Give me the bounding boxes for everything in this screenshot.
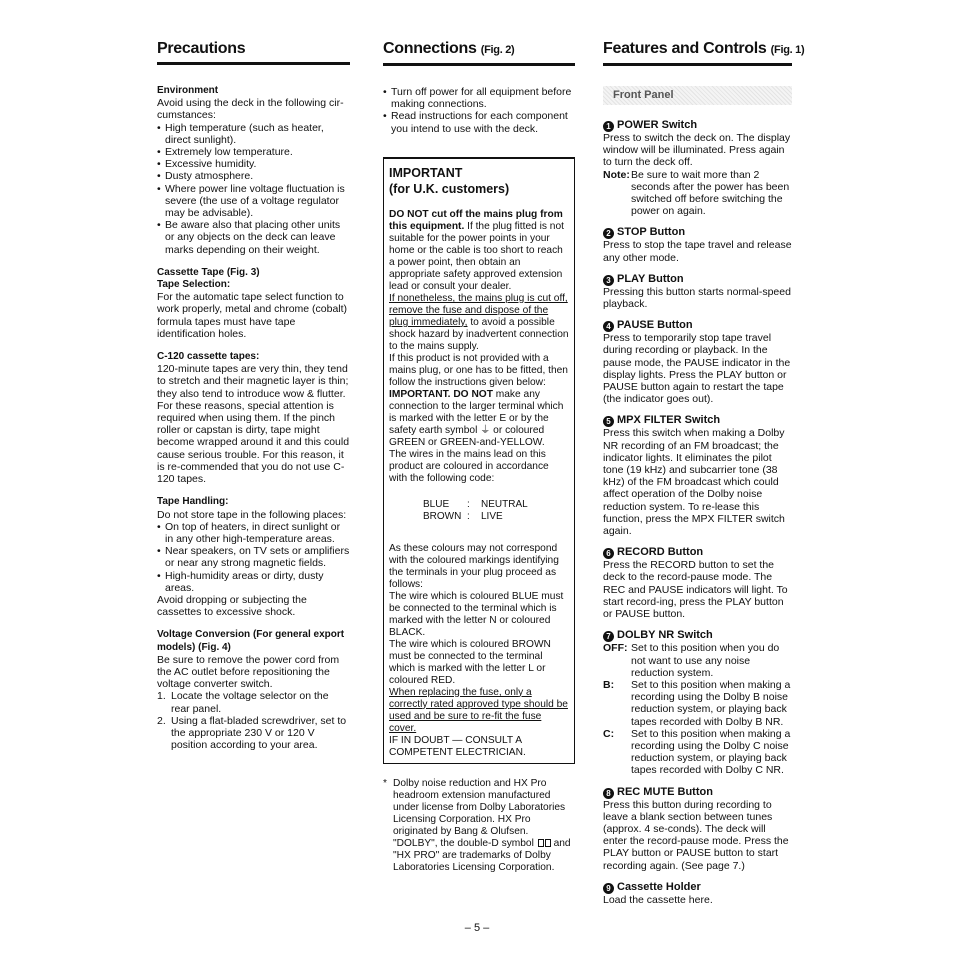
list-item: • High temperature (such as heater, direct sunlight). [157,122,350,146]
dolby-option-c: C: Set to this position when making a recording using the Dolby C noise reduction system, or playing back tapes recorded with Dolby C NR. [603,727,791,777]
c120-heading: C-120 cassette tapes: [157,351,260,363]
features-title: Features and Controls (Fig. 1) [603,38,792,66]
tape-selection-heading: Tape Selection: [157,279,231,291]
cassette-tape-heading: Cassette Tape (Fig. 3) [157,266,260,278]
tape-handling-intro: Do not store tape in the following places: [157,508,347,521]
control-pause: 4 PAUSE Button Press to temporarily stop tape travel during recording or playback. In the pause mode, the PAUSE indicator in the display lights. Press the PLAY button or PAUSE button again to restart the tape (the indicator goes out). [603,319,791,406]
control-mpx-filter: 5 MPX FILTER Switch Press this switch when making a Dolby NR recording of an FM broadcast; the indicator lights. It eliminates the pilot tone (19 kHz) and subcarrier tone (38 kHz) of the FM broadcast which could affect operation of the Dolby noise reduction system. To re-lease this function, press the MPX FILTER switch again. [603,414,785,538]
voltage-heading: Voltage Conversion (For general export models) (Fig. 4) [157,629,345,653]
precautions-column [157,38,350,751]
connections-title: Connections (Fig. 2) [383,38,575,66]
list-item: • Near speakers, on TV sets or amplifiers or near any strong magnetic fields. [157,545,350,569]
wire-row: BLUE : NEUTRAL [423,498,528,510]
list-item: • High-humidity areas or dirty, dusty areas. [157,570,350,594]
list-item: • Where power line voltage fluctuation is severe (the use of a voltage regulator may be advisable). [157,183,350,220]
list-item: 1. Locate the voltage selector on the rear panel. [157,690,329,715]
list-item: • Dusty atmosphere. [157,170,350,182]
list-item: • Excessive humidity. [157,158,350,170]
voltage-intro: Be sure to remove the power cord from the AC outlet before repositioning the voltage converter switch. [157,653,340,691]
dolby-option-off: OFF: Set to this position when you do not want to use any noise reduction system. [603,642,780,679]
environment-intro: Avoid using the deck in the following cir-cumstances: [157,97,344,122]
control-cassette-holder: 9 Cassette Holder Load the cassette here. [603,880,713,906]
tape-handling-list [157,521,350,594]
list-item: • Turn off power for all equipment before making connections. [383,86,575,110]
dolby-option-b: B: Set to this position when making a recording using the Dolby B noise reduction system, or playing back tapes recorded with Dolby B NR. [603,678,791,728]
list-item: • Read instructions for each component you intend to use with the deck. [383,110,575,134]
important-p4: IMPORTANT. DO NOT make any connection to the larger terminal which is marked with the letter E or by the safety earth symbol ⏚ or coloured GREEN or GREEN-and-YELLOW. [389,388,564,448]
important-p10: IF IN DOUBT — CONSULT A COMPETENT ELECTRICIAN. [389,734,526,758]
tape-handling-end: Avoid dropping or subjecting the cassettes to excessive shock. [157,593,307,619]
control-rec-mute: 8 REC MUTE Button Press this button during recording to leave a blank section between tunes (approx. 4 se-conds). The deck will enter the record-pause mode. Press the PLAY button or PAUSE button to start recording again. (See page 7.) [603,785,789,872]
number-2-icon: 2 [603,228,614,239]
front-panel-banner: Front Panel [603,86,792,105]
tape-selection-text: For the automatic tape select function to work properly, metal and chrome (cobalt) formula tapes must have tape identification holes. [157,291,348,340]
number-1-icon: 1 [603,121,614,132]
important-p3: If this product is not provided with a mains plug, or one has to be fitted, then follow the instructions given below: [389,352,568,388]
important-p6: As these colours may not correspond with the coloured markings identifying the terminals in your plug proceed as follows: [389,542,559,590]
control-play: 3 PLAY Button Pressing this button starts normal-speed playback. [603,272,791,311]
number-8-icon: 8 [603,788,614,799]
number-3-icon: 3 [603,275,614,286]
power-note: Note: Be sure to wait more than 2 seconds after the power has been switched off before switching the power on again. [603,168,790,218]
connections-column [383,38,575,874]
dolby-footnote: * Dolby noise reduction and HX Pro headroom extension manufactured under license from Dolby Laboratories Licensing Corporation. HX Pro originated by Bang & Olufsen. "DOLBY", the double-D symbol and "HX PRO" are trademarks of Dolby Laboratories Licensing Corporation. [383,777,571,873]
environment-list [157,122,350,256]
important-p9: When replacing the fuse, only a correctly rated approved type should be used and be sure to re-fit the fuse cover. [389,686,568,734]
number-5-icon: 5 [603,416,614,427]
page-number: – 5 – [464,922,490,934]
important-p8: The wire which is coloured BROWN must be connected to the terminal which is marked with the letter L or coloured RED. [389,638,551,686]
important-p2: If nonetheless, the mains plug is cut off, remove the fuse and dispose of the plug immediately, to avoid a possible shock hazard by inadvertent connection to the mains supply. [389,292,569,352]
number-6-icon: 6 [603,548,614,559]
control-stop: 2 STOP Button Press to stop the tape travel and release any other mode. [603,226,792,264]
precautions-title: Precautions [157,38,350,65]
control-record: 6 RECORD Button Press the RECORD button to set the deck to the record-pause mode. The REC and PAUSE indicators will light. To start record-ing, press the PLAY button or PAUSE button. [603,546,788,621]
number-7-icon: 7 [603,631,614,642]
number-9-icon: 9 [603,883,614,894]
important-uk-box [383,157,575,764]
important-title: IMPORTANT (for U.K. customers) [389,165,510,196]
c120-text: 120-minute tapes are very thin, they tend to stretch and their magnetic layer is thin; they also tend to introduce wow & flutter. For these reasons, special attention is required when using them. If the pinch roller or capstan is dirty, tape might become wrapped around it and this could cause serious trouble. For this reason, it is re-commended that you do not use C-120 tapes. [157,363,350,486]
double-d-icon [537,838,551,849]
tape-handling-heading: Tape Handling: [157,496,229,508]
important-p5: The wires in the mains lead on this product are coloured in accordance with the following code: [389,448,549,484]
control-dolby-nr: 7 DOLBY NR Switch OFF: Set to this position when you do not want to use any noise reduction system. B: Set to this position when making a recording using the Dolby B noise reduction system, or playing back tapes recorded with Dolby B NR. C: Set to this position when making a recording using the Dolby C noise reduction system, or playing back tapes recorded with Dolby C NR. [603,629,791,777]
features-column [603,38,805,906]
list-item: • On top of heaters, in direct sunlight or in any other high-temperature areas. [157,521,350,545]
wire-row: BROWN : LIVE [423,510,503,522]
list-item: 2. Using a flat-bladed screwdriver, set to the appropriate 230 V or 120 V position according to your area. [157,714,347,752]
control-power: 1 POWER Switch Press to switch the deck on. The display window will be illuminated. Press again to turn the deck off. Note: Be sure to wait more than 2 seconds after the power has been switched off before switching the power on again. [603,119,791,218]
environment-heading: Environment [157,85,219,96]
important-p1: DO NOT cut off the mains plug from this equipment. If the plug fitted is not suitable for the power points in your home or the cable is too short to reach a power point, then obtain an appropriate safety approved extension lead or consult your dealer. [389,208,564,292]
list-item: • Be aware also that placing other units or any objects on the deck can leave marks depending on their weight. [157,219,350,256]
list-item: • Extremely low temperature. [157,146,350,158]
connections-list [383,86,575,135]
important-p7: The wire which is coloured BLUE must be connected to the terminal which is marked with the letter N or coloured BLACK. [389,590,564,638]
wire-colour-code [423,499,569,523]
voltage-steps [157,690,350,751]
number-4-icon: 4 [603,321,614,332]
